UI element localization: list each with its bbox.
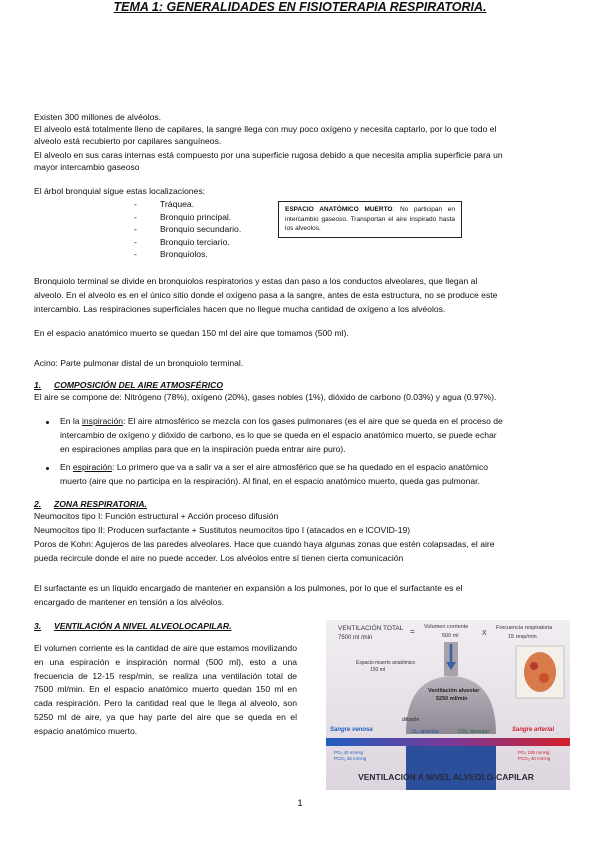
freq-label: Frecuencia respiratoria (496, 625, 553, 631)
dead-space-text: : No participan en intercambio gaseoso. Transportan el aire inspirado hasta los alveolos. (285, 206, 455, 232)
dead-space-value: 150 ml (370, 667, 386, 673)
expiration-prefix: En (60, 462, 73, 472)
venous-label: Sangre venosa (330, 727, 373, 733)
alveoli-cluster (530, 662, 538, 670)
intro-line: alveolo está recubierto por capilares sanguíneos. (34, 136, 222, 146)
section1-heading: COMPOSICIÓN DEL AIRE ATMOSFÉRICO (54, 380, 224, 390)
air-composition: El aire se compone de: Nitrógeno (78%), oxígeno (20%), gases nobles (1%), dióxido de carbono (0.03%) y agua (0.97%). (34, 392, 497, 402)
ventilation-paragraph: El volumen corriente es la cantidad de aire que estamos movilizando en una espiración e inspiración normal (500 ml), esto a una frecuencia de 12-15 resp/min, se realiza una ventilación total de 7500 ml/min. En el espacio anatómico muerto quedan 150 ml en cada respiración. Pero la cantidad real que le llega al alveolo, son 5250 ml de aire, ya que hay parte del aire que se queda en el espacio anatómico muerto. (34, 643, 297, 736)
dead-space-box (278, 201, 462, 238)
alveolar-value: 5250 ml/min (436, 696, 468, 702)
bronchiole-line: Bronquiolo terminal se divide en bronquiolos respiratorios y estas dan paso a los conductos alveolares, que llegan al (34, 276, 478, 286)
page-number: 1 (297, 798, 303, 809)
venous-value: PCO₂ 46 mmHg (334, 756, 367, 761)
section3-number: 3. (34, 621, 42, 631)
tree-item: - Bronquio principal. (134, 211, 241, 224)
zone-line: pueda recircule donde el aire no puede acceder. Los alvéolos entre sí tienen cierta comunicación (34, 553, 404, 563)
section1-number: 1. (34, 380, 42, 390)
expiration-line: muerto (aire que no participa en la respiración). Al final, en el espacio anatómico muerto, queda gas pulmonar. (60, 476, 480, 486)
vent-total-label: VENTILACIÓN TOTAL (338, 625, 404, 632)
page-title: TEMA 1: GENERALIDADES EN FISIOTERAPIA RESPIRATORIA. (113, 0, 487, 14)
capillary-flow (326, 738, 570, 746)
banner-band (406, 746, 496, 790)
arterial-label: Sangre arterial (512, 727, 555, 733)
arterial-value: PCO₂ 40 mmHg (518, 756, 551, 761)
times-sign: X (482, 630, 487, 637)
inspiration-line: intercambio de oxígeno y dióxido de carbono, es lo que se queda en el espacio anatómico muerto, se puede echar (60, 430, 497, 440)
co2-label: CO₂ alveolar (458, 729, 490, 735)
alveoli-cluster (539, 673, 549, 683)
tree-item: - Bronquiolos. (134, 248, 241, 261)
dead-space-label: Espacio muerto anatómico (356, 660, 416, 666)
venous-value: PO₂ 40 mmHg (334, 750, 364, 755)
difusion-label: difusión (402, 717, 420, 723)
arterial-value: PO₂ 100 mmHg (518, 750, 550, 755)
surfactant-line: encargado de mantener en tensión a los alvéolos. (34, 597, 225, 607)
figure-banner: VENTILACIÓN A NIVEL ALVEOLO-CAPILAR (358, 772, 534, 782)
expiration-term: espiración (72, 462, 113, 472)
inspiration-prefix: En la (60, 416, 82, 426)
section2-heading: ZONA RESPIRATORIA. (54, 499, 147, 509)
dead-space-volume: En el espacio anatómico muerto se quedan 150 ml del aire que tomamos (500 ml). (34, 328, 349, 338)
tree-item: - Bronquio terciario. (134, 236, 241, 249)
surfactant-line: El surfactante es un líquido encargado de mantener en expansión a los pulmones, por lo que el surfactante es el (34, 583, 463, 593)
intro-line: Existen 300 millones de alvéolos. (34, 112, 162, 122)
dead-space-label: ESPACIO ANATÓMICO MUERTO (285, 206, 393, 213)
inspiration-line (60, 416, 503, 427)
expiration-line (60, 462, 488, 473)
zone-line: Poros de Kohn: Agujeros de las paredes alveolares. Hace que cuando haya algunas zonas que estén colapsadas, el aire (34, 539, 495, 549)
vent-total-value: 7500 ml /min (338, 635, 373, 641)
tidal-label: Volumen corriente (424, 624, 469, 630)
alveolar-label: Ventilación alveolar (428, 688, 480, 694)
expiration-text: : Lo primero que va a salir va a ser el aire atmosférico que se ha quedado en el espacio anatómico (112, 462, 489, 472)
inspiration-line: en espiraciones amplias para que en la inspiración pueda entrar aire puro). (60, 444, 346, 454)
tree-item: - Tráquea. (134, 198, 241, 211)
inspiration-text: : El aire atmosférico se mezcla con los gases pulmonares (es el aire que se queda en el proceso de (123, 416, 503, 426)
lung-illustration (524, 652, 556, 692)
equals-sign: = (410, 627, 415, 636)
bronchiole-line: intercambio. Las respiraciones superficiales hacen que no llegue mucha cantidad de oxígeno a los alvéolos. (34, 304, 446, 314)
freq-value: 15 resp/min (508, 634, 537, 640)
ventilation-figure (326, 620, 570, 790)
bullet-dot (46, 421, 49, 424)
section2-number: 2. (34, 499, 42, 509)
bronchiole-line: alveolo. En el alveolo es en el único sitio donde el oxígeno pasa a la sangre, antes de esta estructura, no se produce este (34, 290, 498, 300)
zone-line: Neumocitos tipo I: Función estructural + Acción proceso difusión (34, 511, 279, 521)
o2-label: O₂ alveolar (412, 729, 440, 735)
section3-heading: VENTILACIÓN A NIVEL ALVEOLOCAPILAR. (54, 621, 232, 631)
tree-list (134, 198, 241, 261)
tidal-value: 500 ml (442, 633, 459, 639)
intro-line: El alveolo en sus caras internas está compuesto por una superficie rugosa debido a que necesita amplia superficie para un (34, 150, 503, 160)
bullet-dot (46, 467, 49, 470)
zone-line: Neumocitos tipo II: Producen surfactante + Sustitutos neumocitos tipo I (atacados en e lCOVID-19) (34, 525, 411, 535)
inspiration-term: inspiración (81, 416, 124, 426)
acino-definition: Acino: Parte pulmonar distal de un bronquiolo terminal. (34, 358, 244, 368)
tree-intro: El árbol bronquial sigue estas localizaciones: (34, 186, 206, 196)
intro-line: mayor intercambio gaseoso (34, 162, 140, 172)
tree-item: - Bronquio secundario. (134, 223, 241, 236)
intro-line: El alveolo está totalmente lleno de capilares, la sangre llega con muy poco oxígeno y necesita captarlo, por lo que todo el (34, 124, 497, 134)
